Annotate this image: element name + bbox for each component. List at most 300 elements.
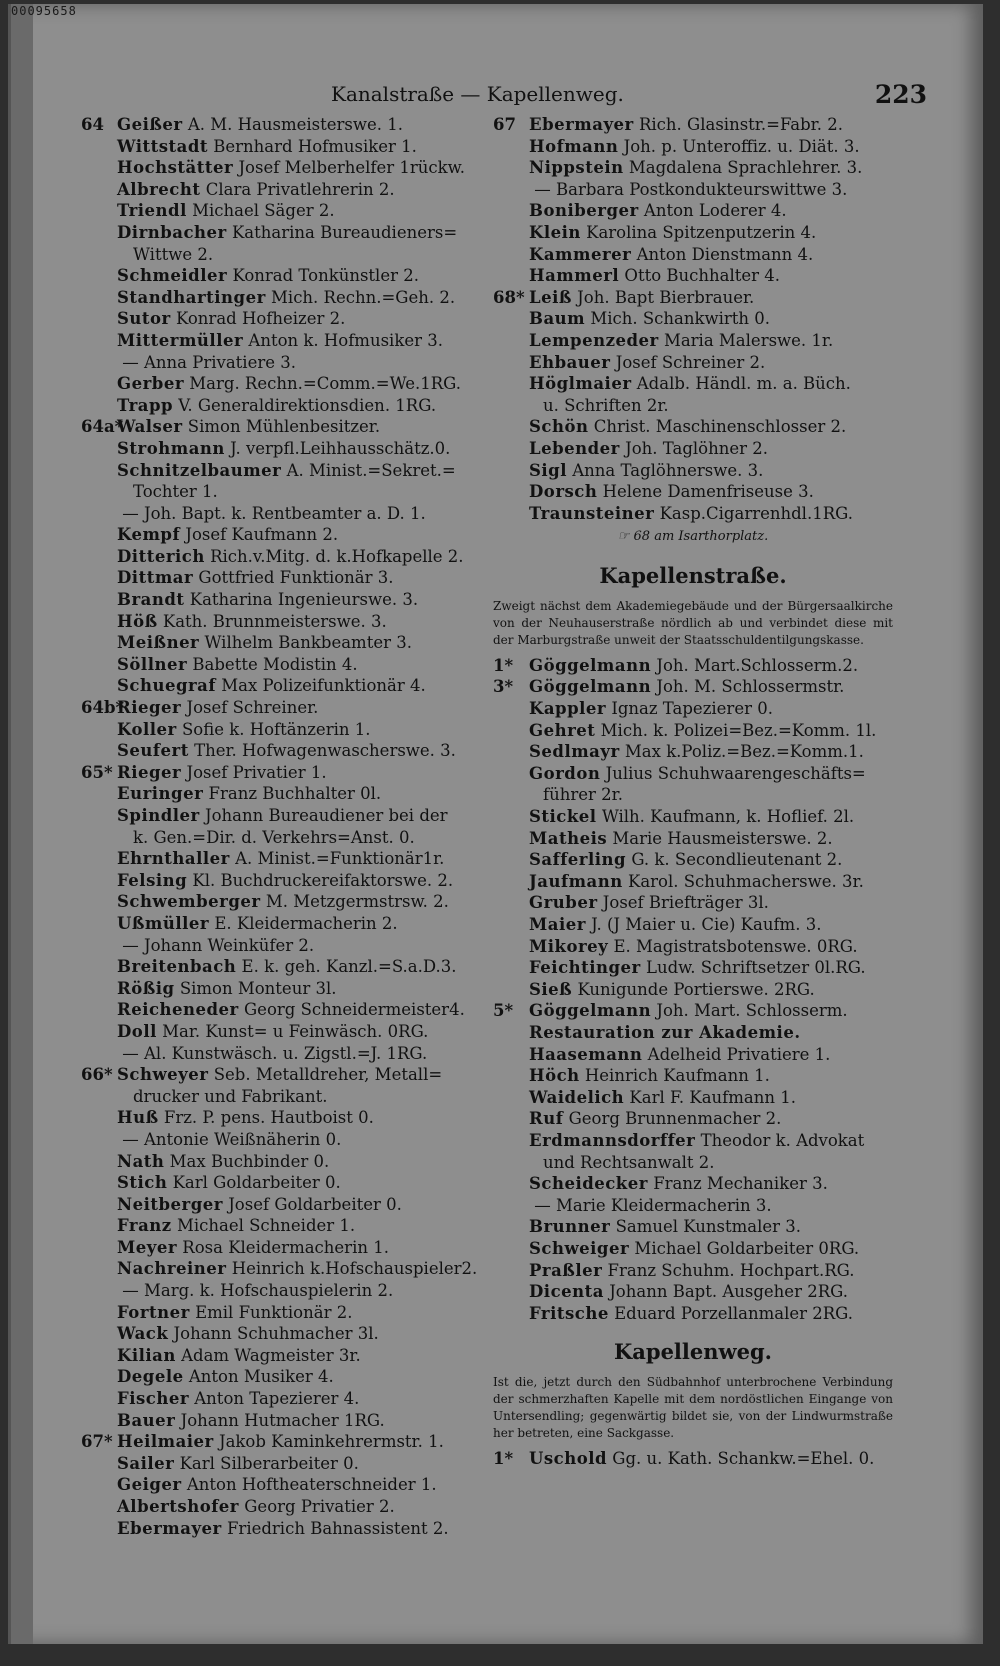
resident-details: Josef Goldarbeiter 0.	[228, 1194, 402, 1214]
directory-entry	[81, 870, 481, 892]
resident-name: Rößig	[117, 978, 175, 998]
resident-details: — Al. Kunstwäsch. u. Zigstl.=J. 1RG.	[122, 1043, 428, 1063]
resident-name: Kilian	[117, 1345, 176, 1365]
resident-details: Rich. Glasinstr.=Fabr. 2.	[638, 115, 843, 134]
directory-entry	[493, 849, 893, 871]
resident-details: A. M. Hausmeisterswe. 1.	[187, 115, 403, 134]
resident-name: Uschold	[529, 1449, 608, 1469]
resident-name: Reicheneder	[117, 1000, 239, 1020]
directory-entry	[493, 222, 893, 244]
resident-name: Sedlmayr	[529, 742, 620, 762]
resident-details: Wilh. Kaufmann, k. Hoflief. 2l.	[601, 807, 855, 827]
directory-entry	[81, 460, 481, 482]
directory-entry	[493, 503, 893, 525]
directory-entry	[493, 114, 893, 136]
resident-name: Felsing	[117, 870, 188, 890]
directory-entry	[493, 179, 893, 201]
directory-entry	[493, 244, 893, 266]
resident-details: Anton k. Hofmusiker 3.	[248, 330, 443, 350]
resident-details: E. k. geh. Kanzl.=S.a.D.3.	[241, 957, 457, 977]
directory-entry	[493, 136, 893, 158]
directory-entry	[493, 1173, 893, 1195]
resident-name: Schuegraf	[117, 676, 216, 696]
directory-entry	[81, 740, 481, 762]
house-number: 64a*	[81, 417, 124, 437]
house-number: 1*	[493, 655, 514, 675]
resident-name: Franz	[117, 1216, 172, 1236]
resident-name: Dittmar	[117, 568, 194, 588]
resident-name: Göggelmann	[529, 677, 652, 697]
directory-entry	[493, 720, 893, 742]
directory-entry	[493, 828, 893, 850]
resident-name: Schwemberger	[117, 892, 261, 912]
directory-entry	[493, 979, 893, 1001]
resident-details: Bernhard Hofmusiker 1.	[213, 136, 417, 156]
resident-details: Johann Hutmacher 1RG.	[180, 1410, 385, 1430]
resident-details: A. Minist.=Sekret.=	[286, 460, 456, 480]
resident-details: Karl Silberarbeiter 0.	[179, 1453, 359, 1473]
resident-details: Johann Bapt. Ausgeher 2RG.	[609, 1282, 848, 1302]
resident-name: Geißer	[117, 115, 183, 134]
entry-continuation: Tochter 1.	[133, 482, 218, 502]
resident-name: Safferling	[529, 850, 627, 870]
resident-details: Julius Schuhwaarengeschäfts=	[605, 763, 866, 783]
kapellenweg-entries	[493, 1448, 893, 1470]
directory-entry	[493, 936, 893, 958]
resident-name: Kappler	[529, 699, 607, 719]
entry-continuation: k. Gen.=Dir. d. Verkehrs=Anst. 0.	[133, 827, 415, 847]
directory-entry	[493, 308, 893, 330]
kapellenstrasse-entries	[493, 655, 893, 1324]
resident-details: Simon Mühlenbesitzer.	[187, 417, 381, 437]
resident-name: Rieger	[117, 698, 182, 718]
directory-entry	[81, 265, 481, 287]
resident-details: Friedrich Bahnassistent 2.	[226, 1518, 449, 1538]
resident-name: Erdmannsdorffer	[529, 1130, 696, 1150]
resident-details: Ther. Hofwagenwascherswe. 3.	[194, 741, 456, 761]
directory-entry	[81, 956, 481, 978]
directory-entry	[81, 1237, 481, 1259]
resident-name: Haasemann	[529, 1044, 643, 1064]
running-title: Kanalstraße — Kapellenweg.	[331, 82, 624, 106]
resident-name: Fortner	[117, 1302, 190, 1322]
resident-details: Georg Privatier 2.	[244, 1497, 395, 1516]
directory-entry	[81, 1323, 481, 1345]
resident-details: Christ. Maschinenschlosser 2.	[593, 417, 847, 437]
resident-details: Kasp.Cigarrenhdl.1RG.	[659, 503, 853, 523]
resident-name: Leiß	[529, 287, 572, 307]
resident-details: Marg. Rechn.=Comm.=We.1RG.	[189, 374, 461, 394]
resident-details: Mar. Kunst= u Feinwäsch. 0RG.	[162, 1021, 429, 1041]
resident-details: Kl. Buchdruckereifaktorswe. 2.	[192, 870, 454, 890]
directory-entry	[81, 1194, 481, 1216]
resident-details: Marie Hausmeisterswe. 2.	[612, 828, 833, 848]
resident-details: Adalb. Händl. m. a. Büch.	[636, 374, 851, 394]
resident-name: Maier	[529, 915, 586, 934]
resident-details: J. (J Maier u. Cie) Kaufm. 3.	[591, 915, 822, 934]
resident-name: Hochstätter	[117, 158, 234, 178]
resident-name: Gordon	[529, 763, 601, 783]
resident-name: Ebermayer	[529, 115, 634, 134]
house-number: 64b*	[81, 698, 125, 718]
directory-entry	[493, 871, 893, 893]
directory-entry	[81, 1280, 481, 1302]
directory-entry	[81, 352, 481, 374]
page-number: 223	[874, 80, 927, 109]
resident-details: Rich.v.Mitg. d. k.Hofkapelle 2.	[210, 546, 464, 566]
directory-entry	[493, 1130, 893, 1152]
resident-name: Göggelmann	[529, 1001, 652, 1021]
directory-entry	[81, 1410, 481, 1432]
directory-entry	[493, 806, 893, 828]
resident-name: Geiger	[117, 1475, 182, 1495]
directory-entry	[81, 1215, 481, 1237]
resident-name: Traunsteiner	[529, 503, 655, 523]
house-number: 64	[81, 115, 104, 134]
directory-entry	[493, 481, 893, 503]
resident-name: Ditterich	[117, 546, 205, 566]
resident-name: Ruf	[529, 1109, 564, 1129]
resident-name: Euringer	[117, 784, 204, 804]
resident-details: Josef Schreiner 2.	[615, 352, 766, 372]
resident-details: Joh. Mart. Schlosserm.	[656, 1001, 848, 1021]
resident-name: Sailer	[117, 1453, 175, 1473]
resident-details: Karolina Spitzenputzerin 4.	[586, 222, 817, 242]
resident-details: Johann Schuhmacher 3l.	[173, 1324, 379, 1344]
resident-name: Boniberger	[529, 201, 639, 221]
resident-details: Mich. Schankwirth 0.	[590, 309, 771, 329]
resident-name: Klein	[529, 222, 581, 242]
resident-details: Max k.Poliz.=Bez.=Komm.1.	[624, 742, 864, 762]
resident-details: Max Polizeifunktionär 4.	[221, 676, 426, 696]
resident-name: Ußmüller	[117, 913, 210, 933]
entry-continuation: und Rechtsanwalt 2.	[543, 1152, 715, 1172]
left-column	[81, 114, 481, 1539]
directory-entry	[493, 416, 893, 438]
resident-name: Standhartinger	[117, 287, 266, 307]
resident-name: Lempenzeder	[529, 330, 659, 350]
resident-name: Stich	[117, 1173, 168, 1193]
resident-name: Schmeidler	[117, 266, 228, 286]
resident-details: J. verpfl.Leihhausschätz.0.	[230, 438, 451, 458]
resident-name: Höß	[117, 611, 158, 631]
directory-entry	[81, 935, 481, 957]
directory-entry	[81, 1258, 481, 1280]
resident-name: Kammerer	[529, 244, 632, 264]
directory-entry	[493, 676, 893, 698]
resident-name: Meyer	[117, 1237, 178, 1257]
entry-continuation: u. Schriften 2r.	[543, 395, 669, 415]
resident-name: Walser	[117, 417, 183, 437]
directory-entry	[493, 352, 893, 374]
resident-details: Karl F. Kaufmann 1.	[629, 1087, 796, 1107]
resident-name: Trapp	[117, 395, 174, 415]
resident-details: Joh. M. Schlossermstr.	[656, 677, 845, 697]
directory-entry	[81, 330, 481, 352]
resident-details: Helene Damenfriseuse 3.	[602, 482, 814, 502]
resident-details: Rosa Kleidermacherin 1.	[182, 1237, 389, 1257]
resident-details: — Joh. Bapt. k. Rentbeamter a. D. 1.	[122, 503, 426, 523]
directory-entry	[493, 1065, 893, 1087]
directory-entry	[81, 416, 481, 438]
resident-details: Anton Dienstmann 4.	[636, 244, 814, 264]
directory-entry	[493, 373, 893, 395]
resident-details: Max Buchbinder 0.	[169, 1151, 330, 1171]
directory-entry	[81, 395, 481, 417]
resident-name: Göggelmann	[529, 655, 652, 675]
entry-continuation: Wittwe 2.	[133, 244, 214, 264]
resident-name: Matheis	[529, 828, 608, 848]
directory-entry	[81, 546, 481, 568]
resident-name: Söllner	[117, 654, 188, 674]
resident-name: Wack	[117, 1324, 169, 1344]
resident-details: Magdalena Sprachlehrer. 3.	[628, 158, 863, 178]
resident-details: Adelheid Privatiere 1.	[647, 1044, 831, 1064]
directory-entry	[493, 200, 893, 222]
resident-name: Spindler	[117, 806, 200, 825]
resident-name: Gerber	[117, 374, 185, 394]
resident-name: Ehbauer	[529, 352, 611, 372]
resident-details: Anna Taglöhnerswe. 3.	[572, 460, 764, 480]
resident-name: Sutor	[117, 309, 171, 329]
directory-entry	[81, 654, 481, 676]
directory-entry	[81, 1129, 481, 1151]
resident-name: Hammerl	[529, 266, 620, 286]
directory-entry	[81, 999, 481, 1021]
resident-details: Franz Schuhm. Hochpart.RG.	[607, 1260, 855, 1280]
resident-name: Wittstadt	[117, 136, 209, 156]
resident-name: Brunner	[529, 1217, 611, 1237]
resident-details: Ignaz Tapezierer 0.	[611, 699, 773, 719]
section-description-kapellenweg	[493, 1370, 893, 1448]
directory-entry	[81, 783, 481, 805]
resident-details: Johann Bureaudiener bei der	[204, 806, 448, 825]
resident-details: Michael Goldarbeiter 0RG.	[634, 1238, 860, 1258]
directory-entry	[493, 1216, 893, 1238]
resident-name: Lebender	[529, 438, 620, 458]
directory-entry	[493, 763, 893, 785]
directory-entry	[493, 157, 893, 179]
resident-details: Clara Privatlehrerin 2.	[205, 179, 395, 199]
resident-details: Georg Schneidermeister4.	[244, 1000, 465, 1020]
directory-entry	[81, 762, 481, 784]
directory-entry	[493, 1260, 893, 1282]
directory-entry	[81, 1043, 481, 1065]
directory-entry	[493, 892, 893, 914]
resident-details: Katharina Bureaudieners=	[231, 222, 458, 242]
resident-name: Baum	[529, 309, 586, 329]
directory-entry	[81, 978, 481, 1000]
resident-name: Nath	[117, 1151, 165, 1171]
resident-name: Seufert	[117, 741, 189, 761]
directory-entry	[81, 136, 481, 158]
resident-name: Höglmaier	[529, 374, 632, 394]
resident-name: Praßler	[529, 1260, 603, 1280]
resident-name: Rieger	[117, 762, 182, 782]
resident-name: Ebermayer	[117, 1518, 222, 1538]
resident-name: Hofmann	[529, 136, 619, 156]
resident-details: Emil Funktionär 2.	[195, 1302, 353, 1322]
directory-entry	[493, 1281, 893, 1303]
resident-name: Schön	[529, 417, 589, 437]
directory-entry	[81, 913, 481, 935]
cross-reference-note: ☞ 68 am Isarthorplatz.	[617, 529, 769, 545]
directory-entry	[493, 460, 893, 482]
directory-entry	[81, 1151, 481, 1173]
entry-continuation: drucker und Fabrikant.	[133, 1086, 328, 1106]
resident-details: Kath. Brunnmeisterswe. 3.	[162, 611, 387, 631]
resident-details: Josef Privatier 1.	[186, 762, 327, 782]
resident-name: Koller	[117, 719, 177, 739]
entry-continuation: führer 2r.	[543, 785, 623, 805]
directory-entry	[81, 632, 481, 654]
resident-details: Heinrich Kaufmann 1.	[584, 1066, 770, 1086]
resident-details: Otto Buchhalter 4.	[624, 266, 781, 286]
resident-details: Josef Schreiner.	[186, 698, 319, 718]
directory-entry	[493, 330, 893, 352]
directory-entry	[493, 1195, 893, 1217]
directory-entry	[81, 1021, 481, 1043]
resident-details: Konrad Hofheizer 2.	[175, 309, 346, 329]
directory-entry	[493, 287, 893, 309]
resident-name: Neitberger	[117, 1194, 223, 1214]
directory-entry	[81, 1518, 481, 1540]
resident-details: Anton Loderer 4.	[643, 201, 787, 221]
directory-entry	[493, 957, 893, 979]
resident-details: Theodor k. Advokat	[700, 1130, 865, 1150]
directory-entry	[493, 1448, 893, 1470]
resident-details: Joh. p. Unteroffiz. u. Diät. 3.	[623, 136, 860, 156]
resident-details: Joh. Mart.Schlosserm.2.	[656, 655, 859, 675]
resident-details: Franz Mechaniker 3.	[653, 1174, 828, 1194]
resident-name: Dorsch	[529, 482, 598, 502]
section-description-kapellenstrasse	[493, 594, 893, 655]
resident-details: Heinrich k.Hofschauspieler2.	[231, 1259, 478, 1279]
house-number: 67*	[81, 1432, 113, 1452]
directory-entry	[493, 438, 893, 460]
resident-name: Breitenbach	[117, 957, 237, 977]
resident-details: Mich. Rechn.=Geh. 2.	[271, 287, 456, 307]
directory-entry	[81, 805, 481, 827]
resident-name: Fritsche	[529, 1303, 609, 1323]
resident-details: Joh. Taglöhner 2.	[625, 438, 769, 458]
resident-details: — Barbara Postkondukteurswittwe 3.	[534, 179, 848, 199]
resident-name: Schnitzelbaumer	[117, 460, 282, 480]
directory-entry	[81, 1064, 481, 1086]
resident-details: Wilhelm Bankbeamter 3.	[204, 633, 412, 653]
house-number: 3*	[493, 677, 514, 697]
resident-details: Michael Säger 2.	[192, 201, 335, 221]
resident-details: Babette Modistin 4.	[192, 654, 358, 674]
section-title-kapellenstrasse: Kapellenstraße.	[599, 562, 787, 588]
resident-details: Josef Kaufmann 2.	[185, 525, 339, 545]
resident-name: Gruber	[529, 893, 598, 913]
resident-name: Nippstein	[529, 158, 624, 178]
directory-entry	[81, 1496, 481, 1518]
directory-entry	[81, 1345, 481, 1367]
resident-name: Jaufmann	[529, 871, 623, 891]
resident-name: Albrecht	[117, 179, 201, 199]
resident-details: Jakob Kaminkehrermstr. 1.	[218, 1432, 444, 1452]
resident-name: Nachreiner	[117, 1259, 227, 1279]
resident-details: Anton Hoftheaterschneider 1.	[186, 1475, 437, 1495]
directory-entry	[493, 1044, 893, 1066]
directory-entry	[493, 1087, 893, 1109]
resident-name: Mittermüller	[117, 330, 244, 350]
directory-entry	[81, 1107, 481, 1129]
resident-details: Josef Melberhelfer 1rückw.	[238, 158, 466, 178]
resident-name: Sieß	[529, 979, 573, 999]
resident-name: Bauer	[117, 1410, 176, 1430]
directory-entry	[81, 179, 481, 201]
resident-name: Meißner	[117, 633, 200, 653]
resident-name: Strohmann	[117, 438, 225, 458]
directory-entry	[81, 157, 481, 179]
directory-entry	[81, 438, 481, 460]
directory-entry	[81, 611, 481, 633]
directory-entry	[493, 698, 893, 720]
resident-details: — Marg. k. Hofschauspielerin 2.	[122, 1281, 394, 1301]
resident-name: Waidelich	[529, 1087, 625, 1107]
resident-name: Dirnbacher	[117, 222, 227, 242]
resident-details: — Johann Weinküfer 2.	[122, 935, 315, 955]
directory-entry	[81, 1474, 481, 1496]
resident-details: Simon Monteur 3l.	[179, 978, 337, 998]
resident-details: — Marie Kleidermacherin 3.	[534, 1195, 772, 1215]
resident-name: Schweyer	[117, 1065, 209, 1085]
resident-details: Anton Tapezierer 4.	[194, 1389, 360, 1409]
resident-name: Restauration zur Akademie.	[529, 1022, 801, 1042]
directory-entry	[493, 1000, 893, 1022]
resident-name: Heilmaier	[117, 1432, 214, 1452]
directory-entry	[81, 200, 481, 222]
resident-details: Anton Musiker 4.	[188, 1367, 334, 1387]
directory-entry	[81, 1388, 481, 1410]
house-number: 68*	[493, 287, 525, 307]
description-text: Zweigt nächst dem Akademiegebäude und der Bürgersaalkirche von der Neuhauserstraße nördlich ab und verbindet diese mit der Marburgstraße unweit der Staatsschuldentilgungskasse.	[493, 598, 893, 647]
house-number: 67	[493, 115, 516, 134]
resident-details: M. Metzgermstrsw. 2.	[265, 892, 449, 912]
resident-name: Doll	[117, 1021, 157, 1041]
resident-name: Triendl	[117, 201, 187, 221]
house-number: 66*	[81, 1065, 113, 1085]
resident-details: Adam Wagmeister 3r.	[181, 1345, 361, 1365]
section-title-kapellenweg: Kapellenweg.	[614, 1339, 772, 1365]
resident-name: Höch	[529, 1066, 580, 1086]
resident-name: Dicenta	[529, 1282, 604, 1302]
resident-name: Degele	[117, 1367, 184, 1387]
directory-entry	[81, 675, 481, 697]
directory-entry	[81, 1302, 481, 1324]
house-number: 65*	[81, 762, 113, 782]
right-top-entries	[493, 114, 893, 524]
directory-entry	[81, 848, 481, 870]
directory-entry	[493, 1303, 893, 1325]
resident-name: Fischer	[117, 1389, 190, 1409]
directory-entry	[81, 287, 481, 309]
resident-name: Huß	[117, 1108, 159, 1128]
directory-entry	[493, 1238, 893, 1260]
resident-details: Joh. Bapt Bierbrauer.	[577, 287, 755, 307]
resident-details: — Anna Privatiere 3.	[122, 352, 296, 372]
resident-details: Karol. Schuhmacherswe. 3r.	[628, 871, 864, 891]
resident-details: Maria Malerswe. 1r.	[663, 330, 834, 350]
resident-details: Eduard Porzellanmaler 2RG.	[614, 1303, 854, 1323]
directory-entry	[81, 567, 481, 589]
resident-name: Albertshofer	[117, 1497, 239, 1516]
description-text: Ist die, jetzt durch den Südbahnhof unterbrochene Verbindung der schmerzhaften Kapelle mit dem nordöstlichen Eingange von Untersendling; gegenwärtig bildet sie, von der Lindwurmstraße her betreten, eine Sackgasse.	[493, 1375, 893, 1441]
resident-details: Katharina Ingenieurswe. 3.	[189, 590, 419, 610]
